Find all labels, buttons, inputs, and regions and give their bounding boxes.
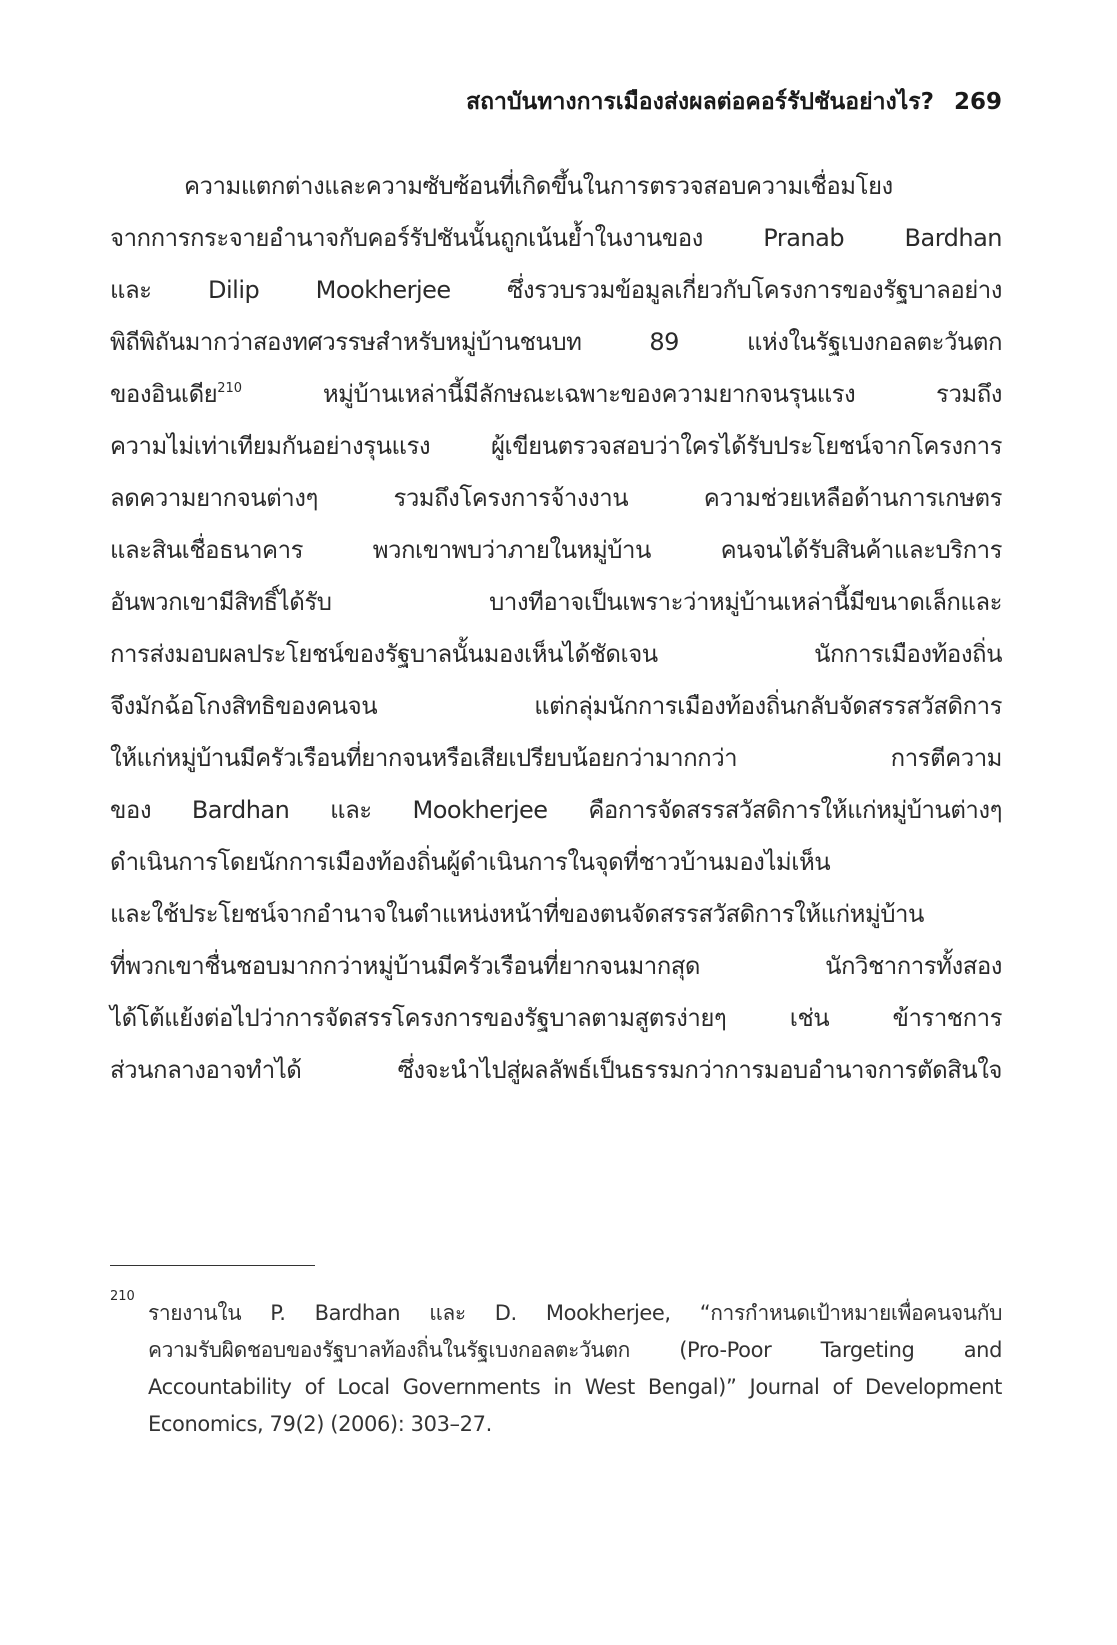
footnote-reference: 210 xyxy=(217,381,243,396)
body-line: ลดความยากจนต่างๆ รวมถึงโครงการจ้างงาน ความช่วยเหลือด้านการเกษตร xyxy=(110,484,1002,512)
body-line: ความไม่เท่าเทียมกันอย่างรุนแรง ผู้เขียนตรวจสอบว่าใครได้รับประโยชน์จากโครงการ xyxy=(110,432,1002,460)
page-number: 269 xyxy=(953,89,1002,115)
body-line: ที่พวกเขาชื่นชอบมากกว่าหมู่บ้านมีครัวเรือนที่ยากจนมากสุด นักวิชาการทั้งสอง xyxy=(110,952,1002,980)
body-line: ส่วนกลางอาจทำได้ ซึ่งจะนำไปสู่ผลลัพธ์เป็นธรรมกว่าการมอบอำนาจการตัดสินใจ xyxy=(110,1056,1002,1084)
body-line-with-footnote xyxy=(110,368,1002,420)
body-line: อันพวกเขามีสิทธิ์ได้รับ บางทีอาจเป็นเพราะว่าหมู่บ้านเหล่านี้มีขนาดเล็กและ xyxy=(110,588,1002,616)
body-paragraph xyxy=(110,160,1002,1096)
running-title: สถาบันทางการเมืองส่งผลต่อคอร์รัปชันอย่างไร? xyxy=(466,89,934,115)
footnote-line: Economics, 79(2) (2006): 303–27. xyxy=(148,1412,492,1436)
body-line: จึงมักฉ้อโกงสิทธิของคนจน แต่กลุ่มนักการเมืองท้องถิ่นกลับจัดสรรสวัสดิการ xyxy=(110,692,1002,720)
body-line: ของ Bardhan และ Mookherjee คือการจัดสรรสวัสดิการให้แก่หมู่บ้านต่างๆ xyxy=(110,796,1002,824)
body-line: และสินเชื่อธนาคาร พวกเขาพบว่าภายในหมู่บ้าน คนจนได้รับสินค้าและบริการ xyxy=(110,536,1002,564)
body-line: ให้แก่หมู่บ้านมีครัวเรือนที่ยากจนหรือเสียเปรียบน้อยกว่ามากกว่า การตีความ xyxy=(110,744,1002,772)
body-line: ดำเนินการโดยนักการเมืองท้องถิ่นผู้ดำเนินการในจุดที่ชาวบ้านมองไม่เห็น xyxy=(110,848,831,876)
body-line-end: หมู่บ้านเหล่านี้มีลักษณะเฉพาะของความยากจนรุนแรง รวมถึง xyxy=(322,380,1002,408)
body-line: ความแตกต่างและความซับซ้อนที่เกิดขึ้นในการตรวจสอบความเชื่อมโยง xyxy=(184,172,893,200)
body-line: การส่งมอบผลประโยชน์ของรัฐบาลนั้นมองเห็นได้ชัดเจน นักการเมืองท้องถิ่น xyxy=(110,640,1002,668)
body-line: ได้โต้แย้งต่อไปว่าการจัดสรรโครงการของรัฐบาลตามสูตรง่ายๆ เช่น ข้าราชการ xyxy=(110,1004,1002,1032)
body-line: จากการกระจายอำนาจกับคอร์รัปชันนั้นถูกเน้นย้ำในงานของ Pranab Bardhan xyxy=(110,224,1002,252)
body-line: พิถีพิถันมากว่าสองทศวรรษสำหรับหมู่บ้านชนบท 89 แห่งในรัฐเบงกอลตะวันตก xyxy=(110,328,1002,356)
footnote-line: รายงานใน P. Bardhan และ D. Mookherjee, “การกำหนดเป้าหมายเพื่อคนจนกับ xyxy=(148,1301,1002,1325)
footnote-line: Accountability of Local Governments in West Bengal)” Journal of Development xyxy=(148,1375,1002,1399)
footnote-divider xyxy=(110,1265,315,1266)
body-line: และใช้ประโยชน์จากอำนาจในตำแหน่งหน้าที่ของตนจัดสรรสวัสดิการให้แก่หมู่บ้าน xyxy=(110,900,924,928)
body-line-start: ของอินเดีย xyxy=(110,380,218,408)
running-header xyxy=(110,84,1002,120)
body-line: และ Dilip Mookherjee ซึ่งรวบรวมข้อมูลเกี่ยวกับโครงการของรัฐบาลอย่าง xyxy=(110,276,1002,304)
footnote-line: ความรับผิดชอบของรัฐบาลท้องถิ่นในรัฐเบงกอลตะวันตก (Pro-Poor Targeting and xyxy=(148,1338,1002,1362)
footnote: 210 รายงานใน P. Bardhan และ D. Mookherjee, “การกำหนดเป้าหมายเพื่อคนจนกับ ความรับผิดชอบของรัฐบาลท้องถิ่นในรัฐเบงกอลตะวันตก (Pro-Poor Targeting and Accountability of Local Governments in West Bengal)” Journal of Development Economics, 79(2) (2006): 303–27. xyxy=(110,1295,1002,1443)
